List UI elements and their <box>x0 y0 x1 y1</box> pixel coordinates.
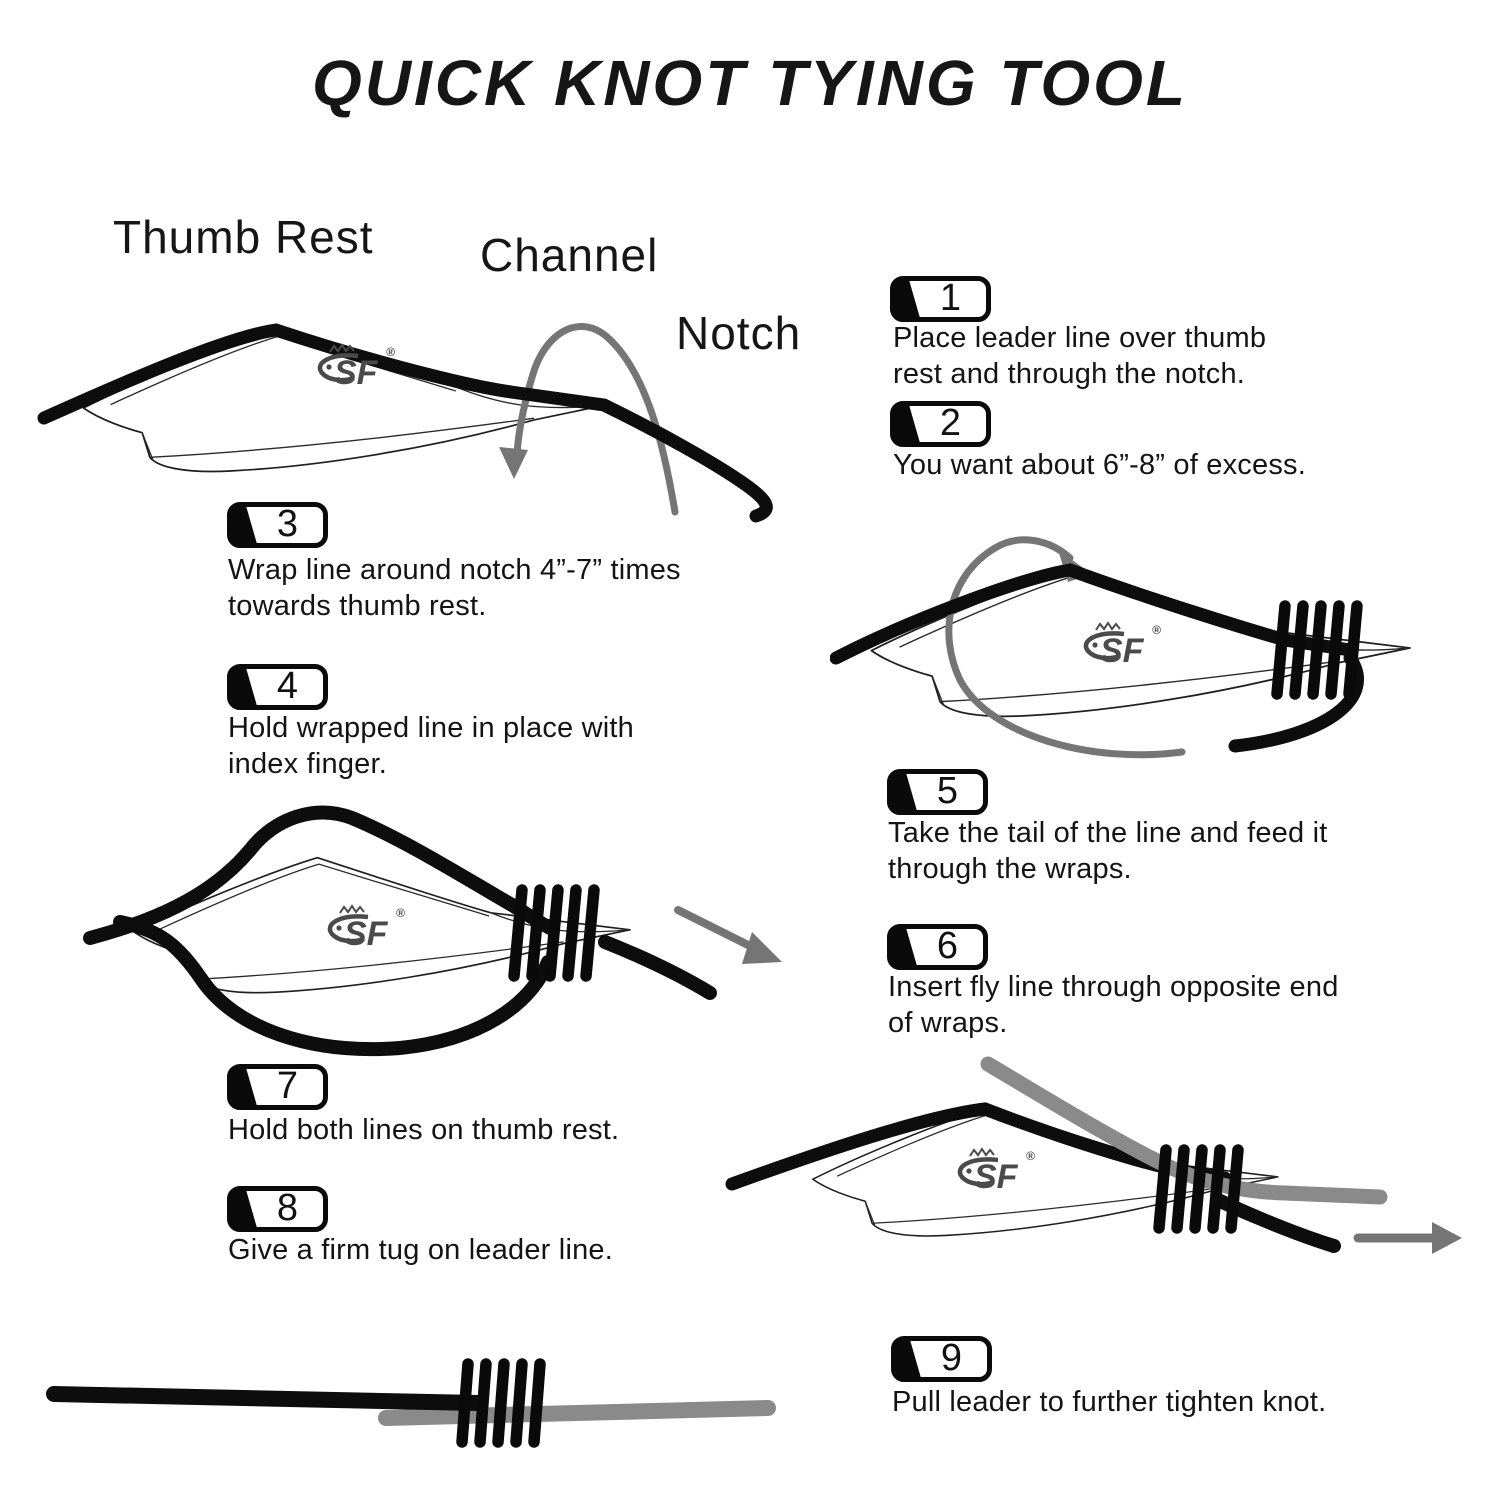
step-8-badge <box>227 1186 328 1232</box>
step-2-text: You want about 6”-8” of excess. <box>893 449 1306 481</box>
svg-text:SF: SF <box>1100 632 1144 670</box>
svg-text:®: ® <box>386 345 395 359</box>
step-5-text: Take the tail of the line and feed it through the wraps. <box>888 817 1328 885</box>
svg-text:®: ® <box>396 906 405 920</box>
step-6-text: Insert fly line through opposite end of wraps. <box>888 971 1339 1039</box>
step-3-text: Wrap line around notch 4”-7” times towards thumb rest. <box>228 554 681 622</box>
step-number: 2 <box>939 401 962 444</box>
step-number: 6 <box>936 924 959 967</box>
page-title: QUICK KNOT TYING TOOL <box>311 47 1189 119</box>
arrowhead-down-icon <box>499 447 528 479</box>
svg-text:SF: SF <box>334 354 378 392</box>
step-7-badge <box>227 1064 328 1110</box>
step-8-text: Give a firm tug on leader line. <box>228 1234 613 1266</box>
illustration-finished-knot <box>40 1350 800 1465</box>
svg-text:SF: SF <box>974 1158 1018 1196</box>
leader-line <box>54 1394 478 1403</box>
step-number: 8 <box>276 1186 299 1229</box>
leader-tail-out <box>605 942 710 993</box>
label-channel: Channel <box>480 229 659 281</box>
step-number: 5 <box>936 769 959 812</box>
step-number: 1 <box>939 276 962 319</box>
step-1-badge <box>890 276 991 322</box>
illustration-feed-tail <box>60 790 820 1070</box>
step-number: 3 <box>276 502 299 545</box>
label-thumb-rest: Thumb Rest <box>113 211 374 263</box>
step-number: 4 <box>276 664 299 707</box>
step-3-badge <box>227 502 328 548</box>
illustration-insert-fly-line <box>720 1050 1500 1320</box>
svg-text:®: ® <box>1026 1149 1035 1163</box>
arrowhead-right-icon <box>1432 1222 1462 1254</box>
step-4-badge <box>227 664 328 710</box>
svg-text:®: ® <box>1152 623 1161 637</box>
step-4-text: Hold wrapped line in place with index finger. <box>228 712 634 780</box>
step-6-badge <box>887 924 988 970</box>
step-9-text: Pull leader to further tighten knot. <box>892 1386 1327 1418</box>
step-2-badge <box>890 401 991 447</box>
label-notch: Notch <box>676 307 802 359</box>
arrowhead-right-icon <box>742 932 782 964</box>
svg-text:SF: SF <box>344 915 388 953</box>
step-5-badge <box>887 769 988 815</box>
illustration-tool-overview <box>30 280 840 530</box>
step-9-badge <box>891 1336 992 1382</box>
step-number: 9 <box>940 1336 963 1379</box>
illustration-wrap-line <box>830 500 1480 790</box>
pull-arrow-icon <box>678 910 754 948</box>
step-7-text: Hold both lines on thumb rest. <box>228 1114 620 1146</box>
step-number: 7 <box>276 1064 299 1107</box>
step-1-text: Place leader line over thumb rest and through the notch. <box>893 322 1267 390</box>
